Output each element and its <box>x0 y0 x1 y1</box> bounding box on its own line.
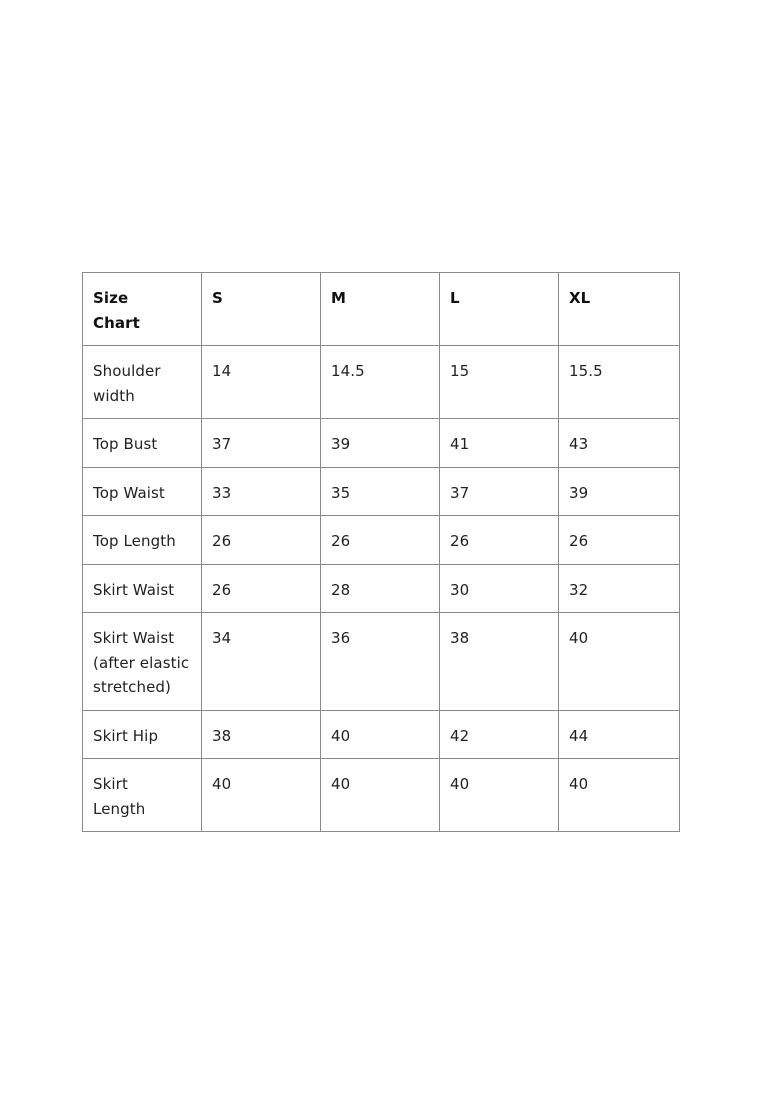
table-cell: 30 <box>440 564 559 613</box>
table-cell: 35 <box>321 467 440 516</box>
table-cell: 40 <box>559 759 680 832</box>
table-row <box>83 467 680 516</box>
table-cell: 15 <box>440 346 559 419</box>
table-row <box>83 516 680 565</box>
header-cell-s: S <box>202 273 321 346</box>
table-cell: 40 <box>202 759 321 832</box>
header-cell-size-chart: Size Chart <box>83 273 202 346</box>
table-row <box>83 346 680 419</box>
table-cell: 39 <box>559 467 680 516</box>
table-cell: 40 <box>559 613 680 711</box>
row-label: Top Bust <box>83 419 202 468</box>
row-label: Skirt Length <box>83 759 202 832</box>
table-cell: 15.5 <box>559 346 680 419</box>
table-cell: 38 <box>202 710 321 759</box>
table-cell: 37 <box>440 467 559 516</box>
table-cell: 33 <box>202 467 321 516</box>
table-cell: 44 <box>559 710 680 759</box>
table-cell: 42 <box>440 710 559 759</box>
table-cell: 38 <box>440 613 559 711</box>
table-cell: 40 <box>321 759 440 832</box>
table-cell: 26 <box>202 564 321 613</box>
row-label: Skirt Hip <box>83 710 202 759</box>
table-cell: 37 <box>202 419 321 468</box>
table-cell: 14.5 <box>321 346 440 419</box>
table-cell: 43 <box>559 419 680 468</box>
table-cell: 28 <box>321 564 440 613</box>
header-cell-m: M <box>321 273 440 346</box>
table-row <box>83 419 680 468</box>
table-cell: 34 <box>202 613 321 711</box>
header-cell-l: L <box>440 273 559 346</box>
header-cell-xl: XL <box>559 273 680 346</box>
table-cell: 32 <box>559 564 680 613</box>
table-cell: 26 <box>321 516 440 565</box>
row-label: Skirt Waist <box>83 564 202 613</box>
row-label: Shoulder width <box>83 346 202 419</box>
row-label: Skirt Waist (after elastic stretched) <box>83 613 202 711</box>
table-cell: 14 <box>202 346 321 419</box>
header-row <box>83 273 680 346</box>
size-chart-table <box>82 272 680 832</box>
table-row <box>83 564 680 613</box>
table-row <box>83 710 680 759</box>
table-cell: 36 <box>321 613 440 711</box>
table-row <box>83 613 680 711</box>
table-cell: 40 <box>440 759 559 832</box>
table-cell: 26 <box>559 516 680 565</box>
table-cell: 41 <box>440 419 559 468</box>
row-label: Top Length <box>83 516 202 565</box>
table-cell: 40 <box>321 710 440 759</box>
row-label: Top Waist <box>83 467 202 516</box>
table-cell: 26 <box>202 516 321 565</box>
table-cell: 39 <box>321 419 440 468</box>
table-cell: 26 <box>440 516 559 565</box>
table-row <box>83 759 680 832</box>
